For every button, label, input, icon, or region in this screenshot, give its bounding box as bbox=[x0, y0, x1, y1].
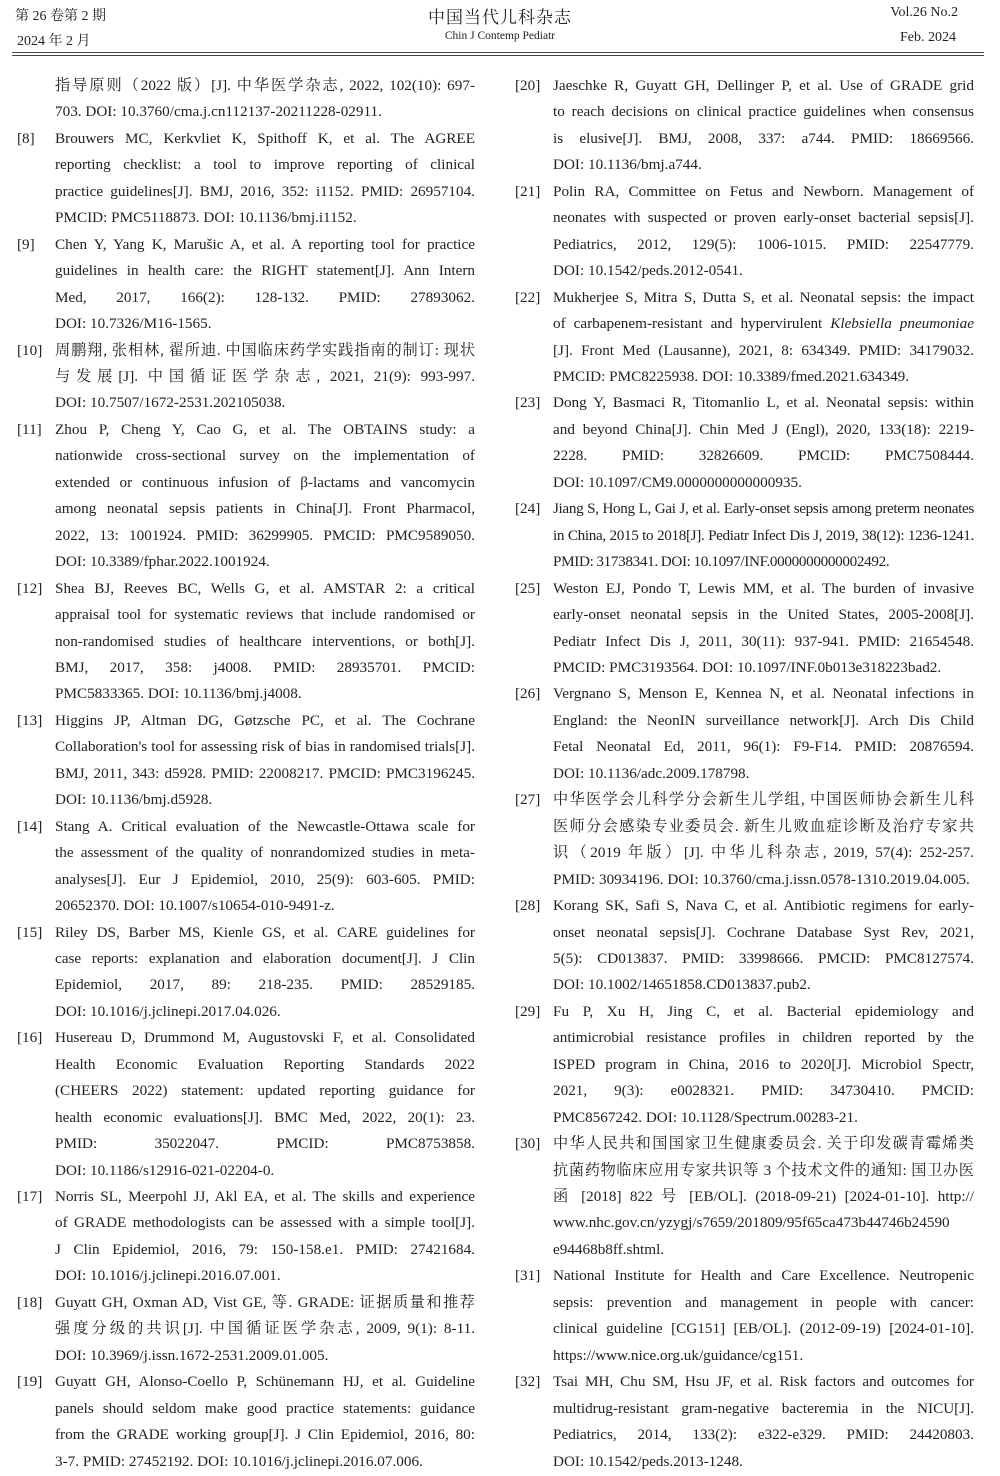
reference-line: non-randomised studies of healthcare interventions, or both[J]. bbox=[55, 632, 475, 650]
reference-line: sepsis: prevention and management in people with cancer: bbox=[553, 1293, 974, 1311]
header-volume-issue-cn: 第 26 卷第 2 期 bbox=[15, 9, 106, 24]
reference-line: DOI: 10.1186/s12916-021-02204-0. bbox=[55, 1161, 275, 1179]
reference-line: Fetal Neonatal Ed, 2011, 96(1): F9-F14. PMID: 20876594. bbox=[553, 738, 974, 756]
reference-line: Korang SK, Safi S, Nava C, et al. Antibiotic regimens for early- bbox=[553, 897, 974, 915]
reference-line: Brouwers MC, Kerkvliet K, Spithoff K, et al. The AGREE bbox=[55, 129, 475, 147]
reference-number: [19] bbox=[17, 1373, 43, 1391]
reference-line: DOI: 10.1097/CM9.0000000000000935. bbox=[553, 473, 802, 491]
reference-line: Shea BJ, Reeves BC, Wells G, et al. AMSTAR 2: a critical bbox=[55, 579, 475, 597]
reference-line: PMID: 30934196. DOI: 10.3760/cma.j.issn.0578-1310.2019.04.005. bbox=[553, 870, 970, 888]
reference-line: Dong Y, Basmaci R, Titomanlio L, et al. Neonatal sepsis: within bbox=[553, 394, 974, 412]
reference-line: 中华人民共和国国家卫生健康委员会. 关于印发碳青霉烯类 bbox=[553, 1135, 974, 1153]
reference-line: analyses[J]. Eur J Epidemiol, 2010, 25(9): 603-605. PMID: bbox=[55, 870, 475, 888]
reference-number: [29] bbox=[515, 1002, 541, 1020]
reference-item bbox=[17, 126, 475, 232]
reference-line: BMJ, 2011, 343: d5928. PMID: 22008217. PMCID: PMC3196245. bbox=[55, 764, 475, 782]
reference-line: Pediatr Infect Dis J, 2011, 30(11): 937-941. PMID: 21654548. bbox=[553, 632, 974, 650]
header-volume-issue: Vol.26 No.2 bbox=[890, 5, 958, 20]
reference-line: https://www.nice.org.uk/guidance/cg151. bbox=[553, 1346, 804, 1364]
reference-column-right bbox=[515, 73, 974, 1475]
reference-line: [J]. Front Med (Lausanne), 2021, 8: 634349. PMID: 34179032. bbox=[553, 341, 974, 359]
reference-item bbox=[515, 681, 974, 787]
reference-line: e94468b8ff.shtml. bbox=[553, 1240, 665, 1258]
reference-item bbox=[515, 576, 974, 682]
reference-line: appraisal tool for systematic reviews that include randomised or bbox=[55, 606, 475, 624]
reference-item bbox=[17, 232, 475, 338]
reference-line: neonates with suspected or proven early-onset bacterial sepsis[J]. bbox=[553, 209, 974, 227]
reference-item bbox=[515, 893, 974, 999]
reference-line: Tsai MH, Chu SM, Hsu JF, et al. Risk factors and outcomes for bbox=[553, 1373, 974, 1391]
reference-line: DOI: 10.1016/j.jclinepi.2017.04.026. bbox=[55, 1002, 281, 1020]
reference-line: Pediatrics, 2014, 133(2): e322-e329. PMID: 24420803. bbox=[553, 1426, 974, 1444]
reference-line: Guyatt GH, Alonso-Coello P, Schünemann HJ, et al. Guideline bbox=[55, 1373, 475, 1391]
reference-line: of GRADE methodologists can be assessed with a simple tool[J]. bbox=[55, 1214, 475, 1232]
reference-line: Stang A. Critical evaluation of the Newcastle-Ottawa scale for bbox=[55, 817, 475, 835]
reference-line: PMID: 35022047. PMCID: PMC8753858. bbox=[55, 1135, 475, 1153]
reference-line: clinical guideline [CG151] [EB/OL]. (2012-09-19) [2024-01-10]. bbox=[553, 1320, 974, 1338]
reference-line: Jaeschke R, Guyatt GH, Dellinger P, et al. Use of GRADE grid bbox=[553, 77, 974, 94]
reference-line: England: the NeonIN surveillance network[J]. Arch Dis Child bbox=[553, 711, 974, 729]
reference-item bbox=[17, 920, 475, 1026]
reference-number: [25] bbox=[515, 579, 541, 597]
reference-line: DOI: 10.1542/peds.2013-1248. bbox=[553, 1452, 743, 1470]
reference-number: [31] bbox=[515, 1267, 541, 1285]
reference-line: and beyond China[J]. Chin Med J (Engl), 2020, 133(18): 2219- bbox=[553, 420, 974, 438]
reference-line: Zhou P, Cheng Y, Cao G, et al. The OBTAINS study: a bbox=[55, 420, 475, 438]
reference-item bbox=[17, 338, 475, 417]
reference-line: DOI: 10.1542/peds.2012-0541. bbox=[553, 262, 743, 280]
reference-line: Husereau D, Drummond M, Augustovski F, et al. Consolidated bbox=[55, 1029, 475, 1047]
reference-number: [16] bbox=[17, 1029, 43, 1047]
reference-item bbox=[17, 1025, 475, 1184]
reference-line: PMCID: PMC5118873. DOI: 10.1136/bmj.i1152. bbox=[55, 209, 357, 227]
reference-line: www.nhc.gov.cn/yzygj/s7659/201809/95f65ca473b44746b24590 bbox=[553, 1214, 950, 1232]
reference-line: 3-7. PMID: 27452192. DOI: 10.1016/j.jclinepi.2016.07.006. bbox=[55, 1452, 423, 1470]
reference-line: early-onset neonatal sepsis in the United States, 2005-2008[J]. bbox=[553, 606, 974, 624]
reference-line: J Clin Epidemiol, 2016, 79: 150-158.e1. PMID: 27421684. bbox=[55, 1240, 475, 1258]
reference-line: Med, 2017, 166(2): 128-132. PMID: 27893062. bbox=[55, 288, 475, 306]
reference-item bbox=[515, 999, 974, 1131]
reference-continuation bbox=[17, 73, 475, 126]
reference-line: guidelines in health care: the RIGHT statement[J]. Ann Intern bbox=[55, 262, 475, 280]
reference-item bbox=[515, 1131, 974, 1263]
reference-line: 识（2019 年版）[J]. 中华儿科杂志, 2019, 57(4): 252-257. bbox=[553, 844, 974, 862]
reference-item bbox=[515, 1369, 974, 1475]
reference-line: 2228. PMID: 32826609. PMCID: PMC7508444. bbox=[553, 447, 974, 465]
journal-title: 中国当代儿科杂志 bbox=[428, 8, 572, 27]
reference-line: 函 [2018] 822 号 [EB/OL]. (2018-09-21) [2024-01-10]. http:// bbox=[553, 1188, 974, 1206]
reference-line: the assessment of the quality of nonrandomized studies in meta- bbox=[55, 844, 475, 862]
reference-number: [18] bbox=[17, 1293, 43, 1311]
reference-number: [13] bbox=[17, 711, 43, 729]
reference-number: [23] bbox=[515, 394, 541, 412]
reference-line: Epidemiol, 2017, 89: 218-235. PMID: 28529185. bbox=[55, 976, 475, 994]
reference-line: ISPED program in China, 2016 to 2020[J]. Microbiol Spectr, bbox=[553, 1055, 974, 1073]
reference-number: [32] bbox=[515, 1373, 541, 1391]
reference-item bbox=[515, 787, 974, 893]
reference-line: DOI: 10.1136/adc.2009.178798. bbox=[553, 764, 750, 782]
reference-line: 703. DOI: 10.3760/cma.j.cn112137-20211228-02911. bbox=[55, 103, 382, 121]
reference-line: Pediatrics, 2012, 129(5): 1006-1015. PMID: 22547779. bbox=[553, 235, 974, 253]
reference-line: DOI: 10.7507/1672-2531.202105038. bbox=[55, 394, 286, 412]
reference-line: 与发展[J]. 中国循证医学杂志, 2021, 21(9): 993-997. bbox=[55, 367, 475, 385]
reference-number: [21] bbox=[515, 182, 541, 200]
reference-line: PMC5833365. DOI: 10.1136/bmj.j4008. bbox=[55, 685, 302, 703]
reference-number: [22] bbox=[515, 288, 541, 306]
reference-item bbox=[17, 814, 475, 920]
reference-line: among neonatal sepsis patients in China[J]. Front Pharmacol, bbox=[55, 500, 475, 518]
reference-number: [30] bbox=[515, 1135, 541, 1153]
reference-item bbox=[515, 179, 974, 285]
reference-line: Riley DS, Barber MS, Kienle GS, et al. CARE guidelines for bbox=[55, 923, 475, 941]
reference-line: DOI: 10.3969/j.issn.1672-2531.2009.01.005. bbox=[55, 1346, 329, 1364]
reference-line: 2022, 13: 1001924. PMID: 36299905. PMCID: PMC9589050. bbox=[55, 526, 475, 544]
reference-line: Health Economic Evaluation Reporting Standards 2022 bbox=[55, 1055, 475, 1073]
reference-line: from the GRADE working group[J]. J Clin Epidemiol, 2016, 80: bbox=[55, 1426, 475, 1444]
reference-line: Chen Y, Yang K, Marušic A, et al. A reporting tool for practice bbox=[55, 235, 475, 253]
reference-line: DOI: 10.1136/bmj.a744. bbox=[553, 156, 702, 174]
reference-line: DOI: 10.7326/M16-1565. bbox=[55, 315, 212, 333]
reference-line: Polin RA, Committee on Fetus and Newborn. Management of bbox=[553, 182, 974, 200]
reference-line: multidrug-resistant gram-negative bacteremia in the NICU[J]. bbox=[553, 1399, 974, 1417]
reference-number: [27] bbox=[515, 791, 541, 809]
reference-item bbox=[515, 496, 974, 575]
reference-line: PMC8567242. DOI: 10.1128/Spectrum.00283-21. bbox=[553, 1108, 858, 1126]
header-date: Feb. 2024 bbox=[900, 30, 956, 45]
reference-line: Guyatt GH, Oxman AD, Vist GE, 等. GRADE: 证据质量和推荐 bbox=[55, 1293, 475, 1311]
reference-number: [8] bbox=[17, 129, 35, 147]
reference-line: 2021, 9(3): e0028321. PMID: 34730410. PMCID: bbox=[553, 1082, 974, 1100]
running-header bbox=[0, 0, 1000, 60]
reference-line: Vergnano S, Menson E, Kennea N, et al. Neonatal infections in bbox=[553, 685, 974, 703]
reference-line: to reach decisions on clinical practice guidelines when consensus bbox=[553, 103, 974, 121]
reference-line: DOI: 10.1002/14651858.CD013837.pub2. bbox=[553, 976, 811, 994]
reference-number: [14] bbox=[17, 817, 43, 835]
reference-line: 指导原则（2022 版）[J]. 中华医学杂志, 2022, 102(10): 697- bbox=[55, 77, 475, 94]
header-rule bbox=[12, 52, 984, 53]
reference-line bbox=[553, 311, 974, 337]
reference-number: [10] bbox=[17, 341, 43, 359]
journal-abbreviation: Chin J Contemp Pediatr bbox=[444, 30, 556, 42]
reference-item bbox=[17, 708, 475, 814]
reference-number: [28] bbox=[515, 897, 541, 915]
reference-line: onset neonatal sepsis[J]. Cochrane Database Syst Rev, 2021, bbox=[553, 923, 974, 941]
reference-line: antimicrobial resistance profiles in children reported by the bbox=[553, 1029, 974, 1047]
reference-line: (CHEERS 2022) statement: updated reporting guidance for bbox=[55, 1082, 475, 1100]
reference-line: Jiang S, Hong L, Gai J, et al. Early-onset sepsis among preterm neonates bbox=[553, 500, 974, 518]
species-name: Klebsiella pneumoniae bbox=[830, 315, 974, 333]
reference-line: National Institute for Health and Care Excellence. Neutropenic bbox=[553, 1267, 974, 1285]
reference-number: [17] bbox=[17, 1188, 43, 1206]
reference-line-text: of carbapenem-resistant and hypervirulent bbox=[553, 315, 831, 333]
reference-line: Collaboration's tool for assessing risk of bias in randomised trials[J]. bbox=[55, 738, 475, 756]
reference-number: [15] bbox=[17, 923, 43, 941]
reference-line: Norris SL, Meerpohl JJ, Akl EA, et al. The skills and experience bbox=[55, 1188, 475, 1206]
reference-line: PMCID: PMC3193564. DOI: 10.1097/INF.0b013e318223bad2. bbox=[553, 658, 942, 676]
reference-line: extended or continuous infusion of β-lactams and vancomycin bbox=[55, 473, 475, 491]
reference-line: DOI: 10.3389/fphar.2022.1001924. bbox=[55, 553, 270, 571]
reference-line: PMCID: PMC8225938. DOI: 10.3389/fmed.2021.634349. bbox=[553, 367, 910, 385]
header-date-cn: 2024 年 2 月 bbox=[17, 34, 91, 49]
reference-line: Weston EJ, Pondo T, Lewis MM, et al. The burden of invasive bbox=[553, 579, 974, 597]
reference-item bbox=[515, 1263, 974, 1369]
reference-line: case reports: explanation and elaboration document[J]. J Clin bbox=[55, 949, 475, 967]
reference-line: 5(5): CD013837. PMID: 33998666. PMCID: PMC8127574. bbox=[553, 949, 974, 967]
reference-item bbox=[515, 73, 974, 179]
reference-line: 医师分会感染专业委员会. 新生儿败血症诊断及治疗专家共 bbox=[553, 817, 974, 835]
reference-line: 中华医学会儿科学分会新生儿学组, 中国医师协会新生儿科 bbox=[553, 791, 974, 809]
reference-number: [26] bbox=[515, 685, 541, 703]
reference-item bbox=[515, 390, 974, 496]
reference-item bbox=[17, 1369, 475, 1475]
reference-line: 20652370. DOI: 10.1007/s10654-010-9491-z. bbox=[55, 897, 335, 915]
reference-line: 周鹏翔, 张相林, 翟所迪. 中国临床药学实践指南的制订: 现状 bbox=[55, 341, 475, 359]
reference-number: [11] bbox=[17, 420, 42, 438]
reference-line: nationwide cross-sectional survey on the implementation of bbox=[55, 447, 475, 465]
reference-line: practice guidelines[J]. BMJ, 2016, 352: i1152. PMID: 26957104. bbox=[55, 182, 475, 200]
reference-column-left bbox=[17, 73, 475, 1475]
reference-number: [24] bbox=[515, 500, 541, 518]
reference-line: 抗菌药物临床应用专家共识等 3 个技术文件的通知: 国卫办医 bbox=[553, 1161, 974, 1179]
reference-item bbox=[515, 285, 974, 391]
reference-item bbox=[17, 576, 475, 708]
reference-number: [20] bbox=[515, 77, 541, 94]
header-rule bbox=[12, 55, 984, 56]
reference-line: panels should seldom make good practice statements: guidance bbox=[55, 1399, 475, 1417]
reference-item bbox=[17, 1184, 475, 1290]
reference-line: Mukherjee S, Mitra S, Dutta S, et al. Neonatal sepsis: the impact bbox=[553, 288, 974, 306]
reference-number: [12] bbox=[17, 579, 43, 597]
reference-line: Higgins JP, Altman DG, Gøtzsche PC, et al. The Cochrane bbox=[55, 711, 475, 729]
reference-line: DOI: 10.1136/bmj.d5928. bbox=[55, 791, 213, 809]
reference-line: 强度分级的共识[J]. 中国循证医学杂志, 2009, 9(1): 8-11. bbox=[55, 1320, 475, 1338]
reference-item bbox=[17, 417, 475, 576]
reference-line: DOI: 10.1016/j.jclinepi.2016.07.001. bbox=[55, 1267, 281, 1285]
reference-line: is elusive[J]. BMJ, 2008, 337: a744. PMID: 18669566. bbox=[553, 129, 974, 147]
reference-line: Fu P, Xu H, Jing C, et al. Bacterial epidemiology and bbox=[553, 1002, 974, 1020]
reference-line: reporting checklist: a tool to improve reporting of clinical bbox=[55, 156, 475, 174]
reference-line: BMJ, 2017, 358: j4008. PMID: 28935701. PMCID: bbox=[55, 658, 475, 676]
reference-number: [9] bbox=[17, 235, 35, 253]
reference-line: health economic evaluations[J]. BMC Med, 2022, 20(1): 23. bbox=[55, 1108, 475, 1126]
reference-line: PMID: 31738341. DOI: 10.1097/INF.0000000000002492. bbox=[553, 553, 890, 571]
reference-item bbox=[17, 1290, 475, 1369]
reference-line: in China, 2015 to 2018[J]. Pediatr Infect Dis J, 2019, 38(12): 1236-1241. bbox=[553, 526, 974, 544]
